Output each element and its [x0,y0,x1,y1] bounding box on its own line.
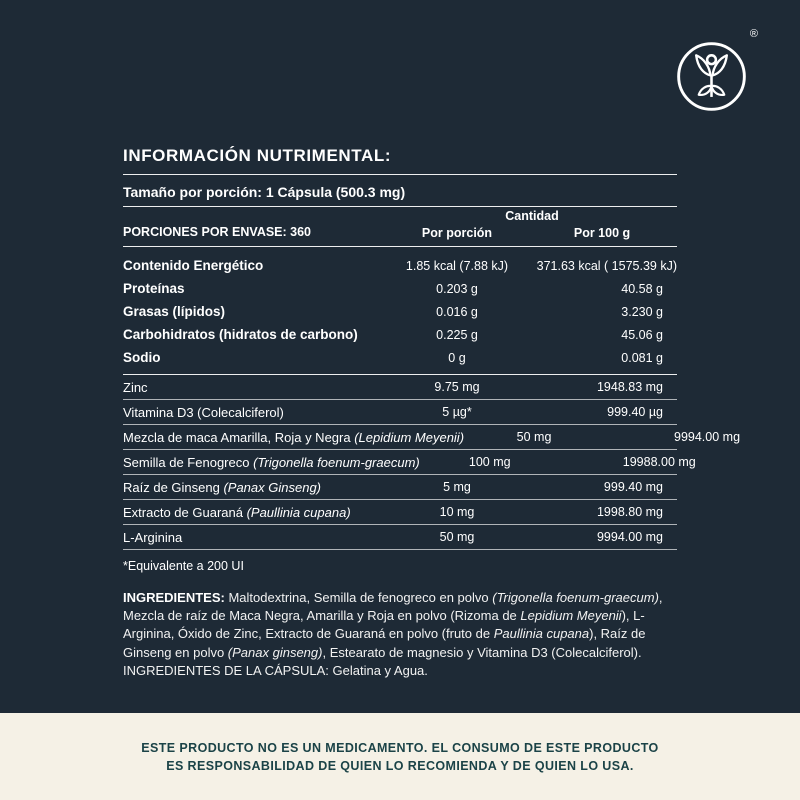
value-per-100g: 371.63 kcal ( 1575.39 kJ) [536,258,677,273]
value-per-serving: 0.225 g [436,327,478,342]
table-header [123,207,677,247]
scientific-name: (Panax Ginseng) [223,479,322,495]
value-per-serving: 0.203 g [436,281,478,296]
nutrient-label: Zinc [123,379,148,395]
col-header-per-serving: Por porción [421,226,493,240]
flower-in-circle-icon [675,40,748,113]
value-per-100g: 40.58 g [621,281,663,296]
quantity-header: Cantidad [505,209,559,223]
value-per-100g: 9994.00 mg [674,430,741,444]
disclaimer-line-2: ES RESPONSABILIDAD DE QUIEN LO RECOMIENDA Y DE QUIEN LO USA. [166,758,634,773]
scientific-name: (Paullinia cupana) [246,504,351,520]
value-per-serving: 1.85 kcal (7.88 kJ) [405,258,509,273]
value-per-100g: 999.40 mg [603,480,663,494]
value-per-100g: 1998.80 mg [596,505,663,519]
value-per-100g: 1948.83 mg [596,380,663,394]
table-row [123,323,677,346]
macro-section [123,247,677,375]
nutrition-panel [123,146,741,680]
ingredients-label: INGREDIENTES: [123,590,225,605]
value-per-serving: 5 µg* [442,405,472,419]
nutrient-label: Extracto de Guaraná (Paullinia cupana) [123,504,351,520]
value-per-serving: 9.75 mg [434,380,480,394]
value-per-100g: 19988.00 mg [622,455,696,469]
table-row [123,346,677,369]
nutrient-label: Contenido Energético [123,258,264,273]
value-per-serving: 0.016 g [436,304,478,319]
value-per-serving: 100 mg [468,455,511,469]
col-header-per-100g: Por 100 g [573,226,631,240]
value-per-100g: 0.081 g [621,350,663,365]
ingredients-text: INGREDIENTES: Maltodextrina, Semilla de fenogreco en polvo (Trigonella foenum-graecum), Mezcla de raíz de Maca Negra, Amarilla y Roja en polvo (Rizoma de Lepidium Meyenii), L-Arginina, Óxido de Zinc, Extracto de Guaraná en polvo (fruto de Paullinia cupana), Raíz de Ginseng en polvo (Panax ginseng), Estearato de magnesio y Vitamina D3 (Colecalciferol). INGREDIENTES DE LA CÁPSULA: Gelatina y Agua. [123,590,663,678]
disclaimer-band [0,713,800,800]
table-row [123,525,677,550]
value-per-100g: 45.06 g [621,327,663,342]
value-per-100g: 9994.00 mg [596,530,663,544]
table-row [123,254,677,277]
scientific-name: (Lepidium Meyenii) [354,429,465,445]
value-per-serving: 5 mg [443,480,471,494]
table-row [123,500,677,525]
serving-size: Tamaño por porción: 1 Cápsula (500.3 mg) [123,175,677,207]
value-per-serving: 50 mg [516,430,552,444]
value-per-serving: 10 mg [439,505,475,519]
table-row [123,475,677,500]
table-row [123,425,741,450]
nutrient-label: Grasas (lípidos) [123,304,226,319]
table-row [123,400,677,425]
value-per-100g: 999.40 µg [607,405,663,419]
brand-logo [675,40,748,113]
nutrient-label: L-Arginina [123,529,183,545]
value-per-serving: 50 mg [439,530,475,544]
servings-per-container: PORCIONES POR ENVASE: 360 [123,225,312,239]
value-per-100g: 3.230 g [621,304,663,319]
panel-title: INFORMACIÓN NUTRIMENTAL: [123,146,677,175]
scientific-name: (Trigonella foenum-graecum) [253,454,420,470]
nutrient-label: Semilla de Fenogreco (Trigonella foenum-graecum) [123,454,420,470]
nutrient-label: Sodio [123,350,161,365]
micro-section [123,375,741,550]
table-row [123,375,677,400]
nutrient-label: Raíz de Ginseng (Panax Ginseng) [123,479,322,495]
table-row [123,450,696,475]
nutrient-label: Vitamina D3 (Colecalciferol) [123,404,284,420]
table-row [123,300,677,323]
quantity-header-block [387,209,677,240]
value-per-serving: 0 g [448,350,466,365]
table-row [123,277,677,300]
disclaimer-line-1: ESTE PRODUCTO NO ES UN MEDICAMENTO. EL CONSUMO DE ESTE PRODUCTO [141,740,659,755]
registered-trademark-symbol: ® [749,28,758,40]
nutrient-label: Proteínas [123,281,185,296]
footnote: *Equivalente a 200 UI [123,559,244,573]
nutrient-label: Carbohidratos (hidratos de carbono) [123,327,358,342]
nutrient-label: Mezcla de maca Amarilla, Roja y Negra (Lepidium Meyenii) [123,429,465,445]
